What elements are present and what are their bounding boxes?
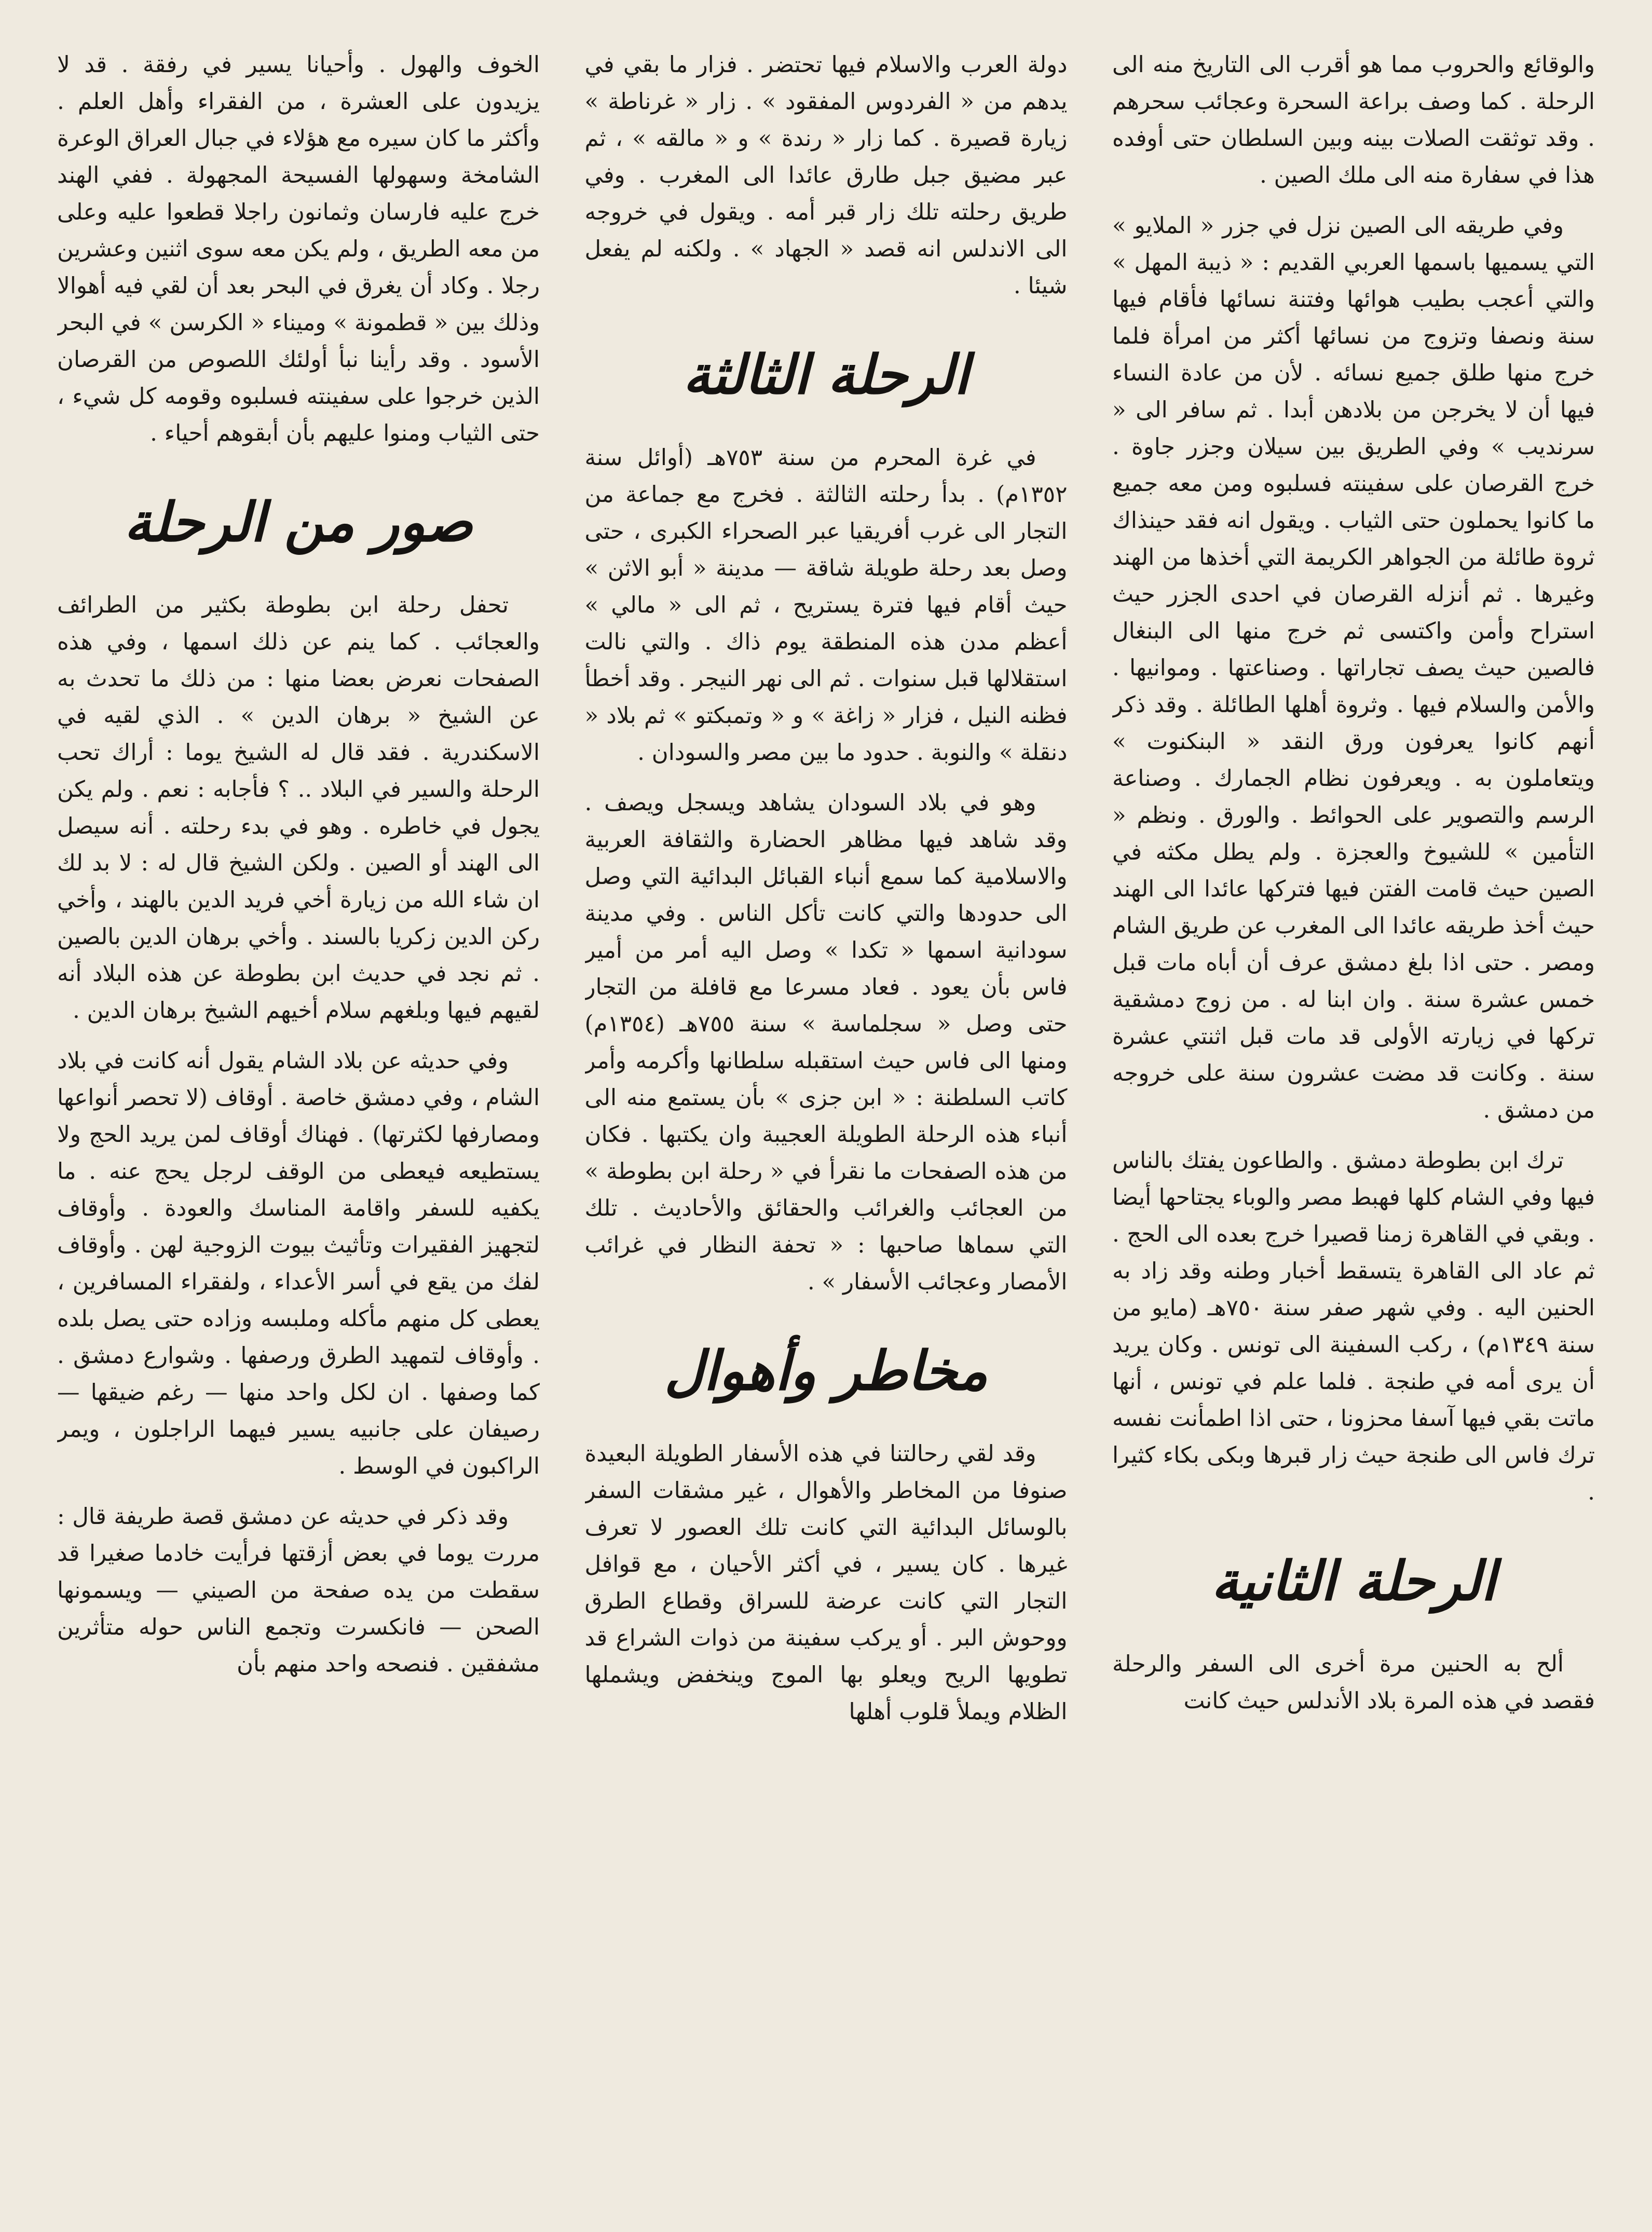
paragraph: وفي حديثه عن بلاد الشام يقول أنه كانت في بلاد الشام ، وفي دمشق خاصة . أوقاف (لا تحصر أنواعها ومصارفها لكثرتها) . فهناك أوقاف لمن يريد الحج ولا يستطيعه فيعطى من الوقف لرجل يحج عنه . ما يكفيه للسفر واقامة المناسك والعودة . وأوقاف لتجهيز الفقيرات وتأثيث بيوت الزوجية لهن . وأوقاف لفك من يقع في أسر الأعداء ، ولفقراء المسافرين ، يعطى كل منهم مأكله وملبسه وزاده حتى يصل بلده . وأوقاف لتمهيد الطرق ورصفها . وشوارع دمشق . كما وصفها . ان لكل واحد منها — رغم ضيقها — رصيفان على جانبيه يسير فيهما الراجلون ، ويمر الراكبون في الوسط . — [57, 1048, 540, 1479]
paragraph: وفي طريقه الى الصين نزل في جزر « الملايو » التي يسميها باسمها العربي القديم : « ذيبة المهل » والتي أعجب بطيب هوائها وفتنة نسائها فأقام فيها سنة ونصفا وتزوج من نسائها أكثر من امرأة فلما خرج منها طلق جميع نسائه . لأن من عادة النساء فيها أن لا يخرجن من بلادهن أبدا . ثم سافر الى « سرنديب » وفي الطريق بين سيلان وجزر جاوة . خرج القرصان على سفينته فسلبوه ومن معه جميع ما كانوا يحملون حتى الثياب . ويقول انه فقد حينذاك ثروة طائلة من الجواهر الكريمة التي أخذها من الهند وغيرها . ثم أنزله القرصان في احدى الجزر حيث استراح وأمن واكتسى ثم خرج منها الى البنغال فالصين حيث يصف تجاراتها . وصناعتها . وموانيها . والأمن والسلام فيها . وثروة أهلها الطائلة . وقد ذكر أنهم كانوا يعرفون ورق النقد « البنكنوت » ويتعاملون به . ويعرفون نظام الجمارك . وصناعة الرسم والتصوير على الحوائط . والورق . ونظم « التأمين » للشيوخ والعجزة . ولم يطل مكثه في الصين حيث قامت الفتن فيها فتركها عائدا الى الهند حيث أخذ طريقه عائدا الى المغرب عن طريق الشام ومصر . حتى اذا بلغ دمشق عرف أن أباه مات قبل خمس عشرة سنة . وان ابنا له . من زوج دمشقية تركها في زيارته الأولى قد مات قبل اثنتي عشرة سنة . وكانت قد مضت عشرون سنة على خروجه من دمشق . — [1112, 213, 1595, 1123]
text-columns — [57, 47, 1595, 2201]
paragraph: ألح به الحنين مرة أخرى الى السفر والرحلة فقصد في هذه المرة بلاد الأندلس حيث كانت — [1112, 1651, 1595, 1714]
paragraph: ترك ابن بطوطة دمشق . والطاعون يفتك بالناس فيها وفي الشام كلها فهبط مصر والوباء يجتاحها أيضا . وبقي في القاهرة زمنا قصيرا خرج بعده الى الحج . ثم عاد الى القاهرة يتسقط أخبار وطنه وقد زاد به الحنين اليه . وفي شهر صفر سنة ٧٥٠هـ (مايو من سنة ١٣٤٩م) ، ركب السفينة الى تونس . وكان يريد أن يرى أمه في طنجة . فلما علم في تونس ، أنها ماتت بقي فيها آسفا محزونا ، حتى اذا اطمأنت نفسه ترك فاس الى طنجة حيث زار قبرها وبكى بكاء كثيرا . — [1112, 1148, 1595, 1505]
paragraph: الخوف والهول . وأحيانا يسير في رفقة . قد لا يزيدون على العشرة ، من الفقراء وأهل العلم . وأكثر ما كان سيره مع هؤلاء في جبال العراق الوعرة الشامخة وسهولها الفسيحة المجهولة . ففي الهند خرج عليه فارسان وثمانون راجلا قطعوا عليه وعلى من معه الطريق ، ولم يكن معه سوى اثنين وعشرين رجلا . وكاد أن يغرق في البحر بعد أن لقي فيه أهوالا وذلك بين « قطمونة » وميناء « الكرسن » في البحر الأسود . وقد رأينا نبأ أولئك اللصوص من القرصان الذين خرجوا على سفينته فسلبوه وقومه كل شيء ، حتى الثياب ومنوا عليهم بأن أبقوهم أحياء . — [57, 52, 540, 446]
paragraph: دولة العرب والاسلام فيها تحتضر . فزار ما بقي في يدهم من « الفردوس المفقود » . زار « غرناطة » زيارة قصيرة . كما زار « رندة » و « مالقه » ، ثم عبر مضيق جبل طارق عائدا الى المغرب . وفي طريق رحلته تلك زار قبر أمه . ويقول في خروجه الى الاندلس انه قصد « الجهاد » . ولكنه لم يفعل شيئا . — [584, 52, 1068, 299]
section-heading: الرحلة الثانية — [1211, 1549, 1496, 1613]
column-right — [1112, 47, 1595, 2201]
column-middle — [585, 47, 1068, 2201]
column-left — [57, 47, 540, 2201]
paragraph: وقد ذكر في حديثه عن دمشق قصة طريفة قال : مررت يوما في بعض أزقتها فرأيت خادما صغيرا قد سقطت من يده صفحة من الصيني — ويسمونها الصحن — فانكسرت وتجمع الناس حوله متأثرين مشفقين . فنصحه واحد منهم بأن — [57, 1504, 540, 1677]
paragraph: وهو في بلاد السودان يشاهد ويسجل ويصف . وقد شاهد فيها مظاهر الحضارة والثقافة العربية والاسلامية كما سمع أنباء القبائل البدائية التي وصل الى حدودها والتي كانت تأكل الناس . وفي مدينة سودانية اسمها « تكدا » وصل اليه أمر من أمير فاس بأن يعود . فعاد مسرعا مع قافلة من التجار حتى وصل « سجلماسة » سنة ٧٥٥هـ (١٣٥٤م) ومنها الى فاس حيث استقبله سلطانها وأكرمه وأمر كاتب السلطنة : « ابن جزى » بأن يستمع منه الى أنباء هذه الرحلة الطويلة العجيبة وان يكتبها . فكان من هذه الصفحات ما نقرأ في « رحلة ابن بطوطة » من العجائب والغرائب والحقائق والأحاديث . تلك التي سماها صاحبها : « تحفة النظار في غرائب الأمصار وعجائب الأسفار » . — [584, 790, 1068, 1295]
paragraph: تحفل رحلة ابن بطوطة بكثير من الطرائف والعجائب . كما ينم عن ذلك اسمها ، وفي هذه الصفحات نعرض بعضا منها : من ذلك ما تحدث به عن الشيخ « برهان الدين » . الذي لقيه في الاسكندرية . فقد قال له الشيخ يوما : أراك تحب الرحلة والسير في البلاد .. ؟ فأجابه : نعم . ولم يكن يجول في خاطره . وهو في بدء رحلته . أنه سيصل الى الهند أو الصين . ولكن الشيخ قال له : لا بد لك ان شاء الله من زيارة أخي فريد الدين بالهند ، وأخي ركن الدين زكريا بالسند . وأخي برهان الدين بالصين . ثم نجد في حديث ابن بطوطة عن هذه البلاد أنه لقيهم فيها وبلغهم سلام أخيهم الشيخ برهان الدين . — [57, 592, 540, 1024]
paragraph: في غرة المحرم من سنة ٧٥٣هـ (أوائل سنة ١٣٥٢م) . بدأ رحلته الثالثة . فخرج مع جماعة من التجار الى غرب أفريقيا عبر الصحراء الكبرى ، حتى وصل بعد رحلة طويلة شاقة — مدينة « أبو الاثن » حيث أقام فيها فترة يستريح ، ثم الى « مالي » أعظم مدن هذه المنطقة يوم ذاك . والتي نالت استقلالها قبل سنوات . ثم الى نهر النيجر . وقد أخطأ فظنه النيل ، فزار « زاغة » و « وتمبكتو » ثم بلاد « دنقلة » والنوبة . حدود ما بين مصر والسودان . — [584, 445, 1068, 766]
paragraph: وقد لقي رحالتنا في هذه الأسفار الطويلة البعيدة صنوفا من المخاطر والأهوال ، غير مشقات السفر بالوسائل البدائية التي كانت تلك العصور لا تعرف غيرها . كان يسير ، في أكثر الأحيان ، مع قوافل التجار التي كانت عرضة للسراق وقطاع الطرق ووحوش البر . أو يركب سفينة من ذوات الشراع قد تطويها الريح ويعلو بها الموج وينخفض ويشملها الظلام ويملأ قلوب أهلها — [584, 1441, 1068, 1725]
section-heading: مخاطر وأهوال — [664, 1339, 988, 1403]
paragraph: والوقائع والحروب مما هو أقرب الى التاريخ منه الى الرحلة . كما وصف براعة السحرة وعجائب سحرهم . وقد توثقت الصلات بينه وبين السلطان حتى أوفده هذا في سفارة منه الى ملك الصين . — [1112, 52, 1595, 188]
section-heading: صور من الرحلة — [124, 490, 473, 554]
section-heading: الرحلة الثالثة — [682, 343, 970, 406]
